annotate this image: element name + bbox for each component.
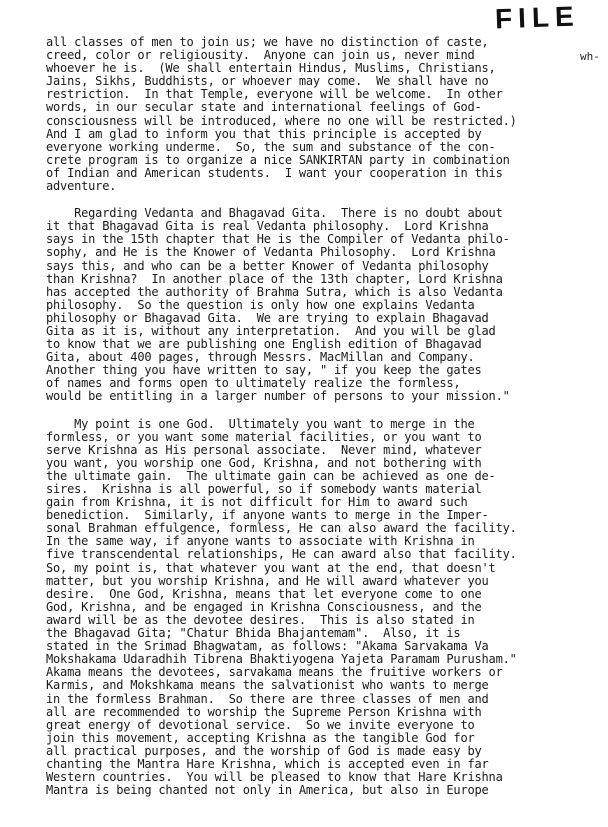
file-stamp: FILE — [494, 0, 581, 35]
text-line: crete program is to organize a nice SANKIRTAN party in combination — [46, 152, 510, 167]
text-line: Jains, Sikhs, Buddhists, or whoever may come. We shall have no — [46, 74, 489, 89]
paragraph — [46, 207, 586, 403]
text-line: restriction. In that Temple, everyone will be welcome. In other — [46, 87, 503, 102]
text-line: philosophy or Bhagavad Gita. We are trying to explain Bhagavad — [46, 310, 489, 325]
text-line: adventure. — [46, 179, 117, 194]
letter-page — [46, 36, 586, 797]
text-line: Karmis, and Mokshkama means the salvationist who wants to merge — [46, 678, 489, 693]
text-line: So, my point is, that whatever you want at the end, that doesn't — [46, 560, 496, 575]
text-line: join this movement, accepting Krishna as the tangible God for — [46, 730, 475, 745]
paragraph-gap — [46, 404, 586, 418]
text-line: words, in our secular state and international feelings of God- — [46, 100, 482, 115]
text-line: the Bhagavad Gita; "Chatur Bhida Bhajantemam". Also, it is — [46, 626, 461, 641]
text-line: matter, but you worship Krishna, and He will award whatever you — [46, 573, 489, 588]
text-line: Another thing you have written to say, " if you keep the gates — [46, 363, 482, 378]
paragraph — [46, 36, 586, 193]
text-line: would be entitling in a larger number of persons to your mission." — [46, 389, 510, 404]
text-line: Gita as it is, without any interpretation. And you will be glad — [46, 323, 496, 338]
text-line: creed, color or religiousity. Anyone can join us, never mind — [46, 48, 475, 63]
text-line: And I am glad to inform you that this principle is accepted by — [46, 126, 482, 141]
text-line: In the same way, if anyone wants to associate with Krishna in — [46, 534, 475, 549]
text-line: serve Krishna as His personal associate. Never mind, whatever — [46, 442, 482, 457]
text-line: of Indian and American students. I want your cooperation in this — [46, 165, 503, 180]
text-line: Regarding Vedanta and Bhagavad Gita. There is no doubt about — [46, 206, 503, 221]
text-line: gain from Krishna, it is not difficult for Him to award such — [46, 495, 468, 510]
text-line: all are recommended to worship the Supreme Person Krishna with — [46, 704, 482, 719]
text-line: says this, and who can be a better Knower of Vedanta philosophy — [46, 258, 489, 273]
text-line: you want, you worship one God, Krishna, and not bothering with — [46, 455, 482, 470]
text-line: consciousness will be introduced, where no one will be restricted.) — [46, 113, 517, 128]
paragraph — [46, 418, 586, 798]
text-line: five transcendental relationships, He can award also that facility. — [46, 547, 517, 562]
text-line: Akama means the devotees, sarvakama means the fruitive workers or — [46, 665, 503, 680]
text-line: desire. One God, Krishna, means that let everyone come to one — [46, 586, 482, 601]
text-line: Western countries. You will be pleased to know that Hare Krishna — [46, 770, 503, 785]
text-line: formless, or you want some material facilities, or you want to — [46, 429, 482, 444]
text-line: benediction. Similarly, if anyone wants to merge in the Imper- — [46, 508, 489, 523]
text-line: than Krishna? In another place of the 13th chapter, Lord Krishna — [46, 271, 503, 286]
margin-note: wh- — [580, 50, 600, 63]
text-line: whoever he is. (We shall entertain Hindus, Muslims, Christians, — [46, 61, 496, 76]
text-line: sophy, and He is the Knower of Vedanta Philosophy. Lord Krishna — [46, 245, 496, 260]
text-line: award will be as the devotee desires. This is also stated in — [46, 612, 475, 627]
text-line: all practical purposes, and the worship of God is made easy by — [46, 743, 482, 758]
text-line: all classes of men to join us; we have no distinction of caste, — [46, 35, 489, 49]
text-line: sonal Brahman effulgence, formless, He can also award the facility. — [46, 521, 517, 536]
text-line: the ultimate gain. The ultimate gain can be achieved as one de- — [46, 468, 496, 483]
text-line: My point is one God. Ultimately you want to merge in the — [46, 416, 475, 431]
text-line: says in the 15th chapter that He is the Compiler of Vedanta philo- — [46, 232, 510, 247]
text-line: great energy of devotional service. So we invite everyone to — [46, 717, 475, 732]
text-line: has accepted the authority of Brahma Sutra, which is also Vedanta — [46, 284, 503, 299]
text-line: stated in the Srimad Bhagwatam, as follows: "Akama Sarvakama Va — [46, 639, 489, 654]
text-line: philosophy. So the question is only how one explains Vedanta — [46, 297, 475, 312]
text-line: sires. Krishna is all powerful, so if somebody wants material — [46, 482, 482, 496]
text-line: everyone working underme. So, the sum and substance of the con- — [46, 139, 496, 154]
text-line: Gita, about 400 pages, through Messrs. MacMillan and Company. — [46, 350, 475, 365]
text-line: in the formless Brahman. So there are three classes of men and — [46, 691, 489, 706]
text-line: Mokshakama Udaradhih Tibrena Bhaktiyogena Yajeta Paramam Purusham." — [46, 652, 517, 667]
text-line: to know that we are publishing one English edition of Bhagavad — [46, 337, 482, 352]
text-line: chanting the Mantra Hare Krishna, which is accepted even in far — [46, 756, 489, 771]
paragraph-gap — [46, 193, 586, 207]
text-line: it that Bhagavad Gita is real Vedanta philosophy. Lord Krishna — [46, 219, 489, 234]
text-line: of names and forms open to ultimately realize the formless, — [46, 376, 461, 391]
text-line: God, Krishna, and be engaged in Krishna Consciousness, and the — [46, 599, 482, 614]
text-line: Mantra is being chanted not only in America, but also in Europe — [46, 783, 489, 798]
